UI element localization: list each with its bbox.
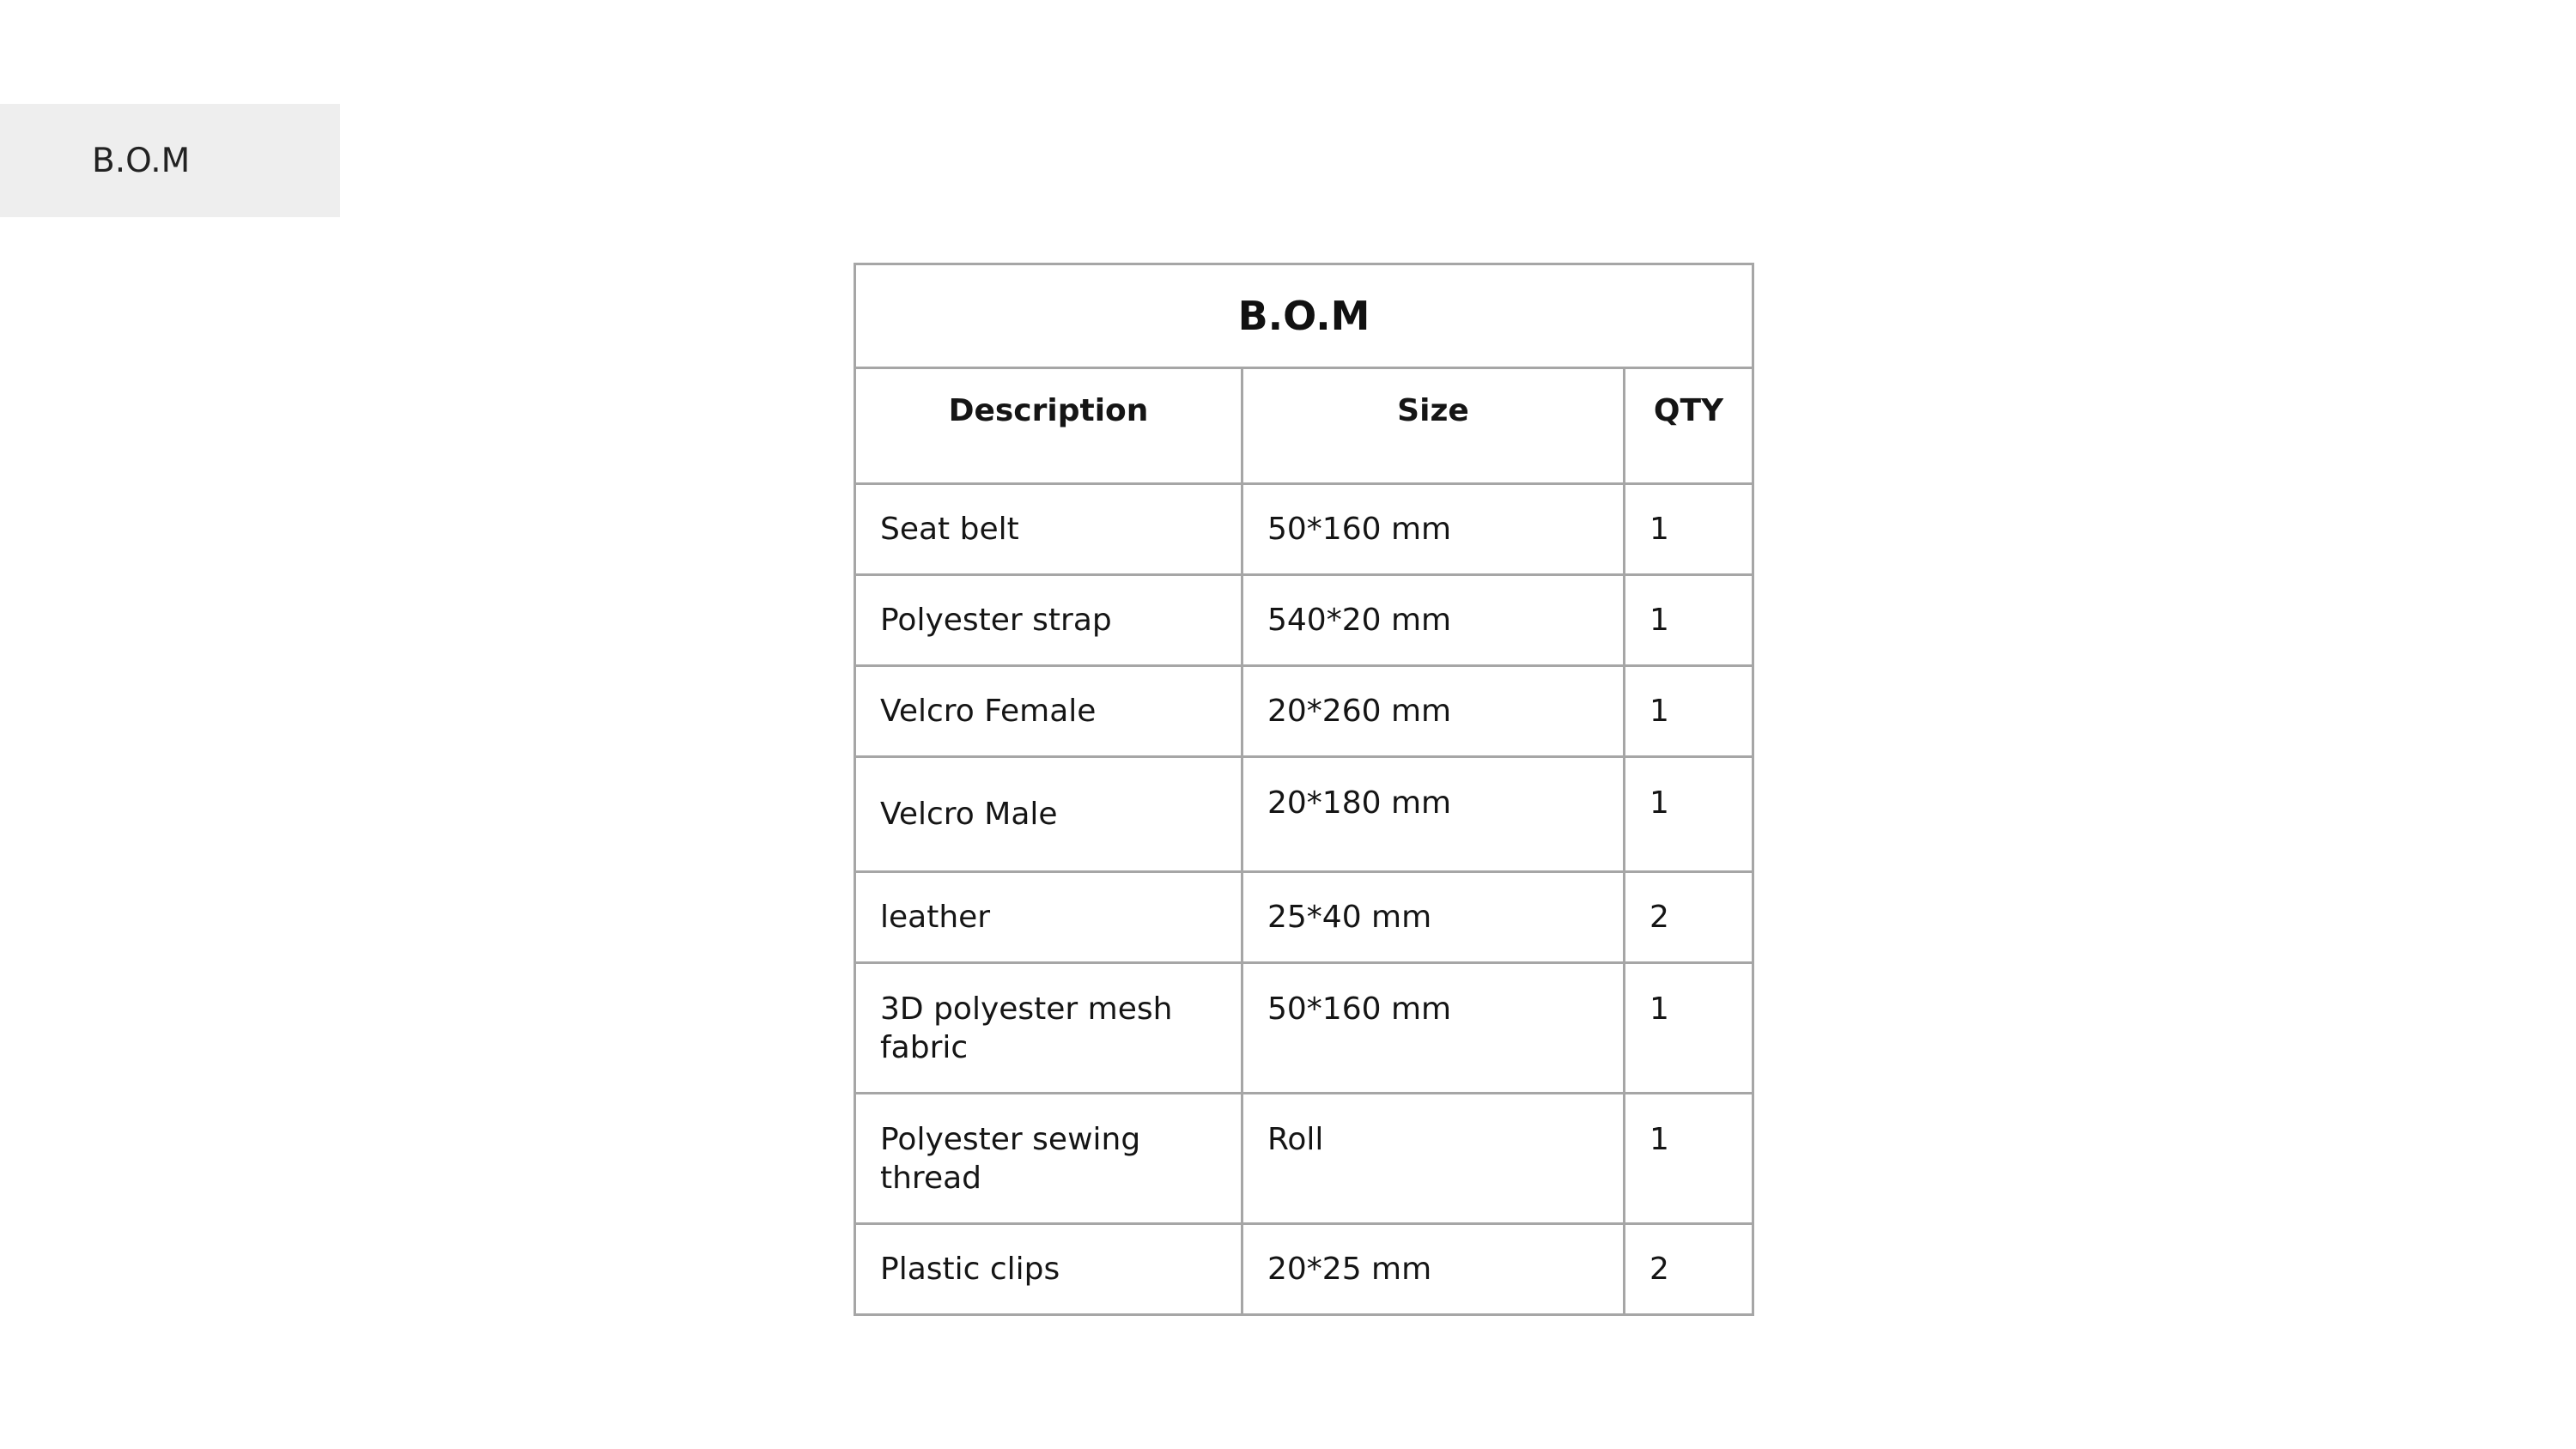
- cell-size: 20*25 mm: [1242, 1224, 1625, 1315]
- cell-description: Polyester strap: [855, 575, 1242, 666]
- bom-table: [854, 263, 1754, 1316]
- header-qty: QTY: [1625, 368, 1753, 484]
- cell-description: 3D polyester mesh fabric: [855, 963, 1242, 1094]
- cell-qty: 1: [1625, 575, 1753, 666]
- cell-size: 540*20 mm: [1242, 575, 1625, 666]
- cell-description: leather: [855, 872, 1242, 963]
- cell-qty: 1: [1625, 484, 1753, 575]
- cell-description: Velcro Male: [855, 757, 1242, 872]
- table-row: [855, 666, 1753, 757]
- cell-description: Plastic clips: [855, 1224, 1242, 1315]
- table-row: [855, 1094, 1753, 1224]
- cell-description: Polyester sewing thread: [855, 1094, 1242, 1224]
- header-description: Description: [855, 368, 1242, 484]
- cell-size: 50*160 mm: [1242, 484, 1625, 575]
- section-tag: [0, 104, 340, 217]
- cell-qty: 2: [1625, 1224, 1753, 1315]
- table-title-row: [855, 264, 1753, 368]
- table-row: [855, 575, 1753, 666]
- section-tag-label: B.O.M: [92, 141, 191, 180]
- cell-size: 50*160 mm: [1242, 963, 1625, 1094]
- cell-qty: 1: [1625, 963, 1753, 1094]
- table-title: B.O.M: [855, 264, 1753, 368]
- table-row: [855, 1224, 1753, 1315]
- table-row: [855, 757, 1753, 872]
- cell-qty: 1: [1625, 666, 1753, 757]
- cell-description: Seat belt: [855, 484, 1242, 575]
- table-row: [855, 872, 1753, 963]
- header-size: Size: [1242, 368, 1625, 484]
- table-row: [855, 963, 1753, 1094]
- cell-size: Roll: [1242, 1094, 1625, 1224]
- cell-size: 20*180 mm: [1242, 757, 1625, 872]
- cell-size: 25*40 mm: [1242, 872, 1625, 963]
- cell-qty: 1: [1625, 757, 1753, 872]
- cell-qty: 2: [1625, 872, 1753, 963]
- table-row: [855, 484, 1753, 575]
- table-header-row: [855, 368, 1753, 484]
- cell-qty: 1: [1625, 1094, 1753, 1224]
- cell-description: Velcro Female: [855, 666, 1242, 757]
- cell-size: 20*260 mm: [1242, 666, 1625, 757]
